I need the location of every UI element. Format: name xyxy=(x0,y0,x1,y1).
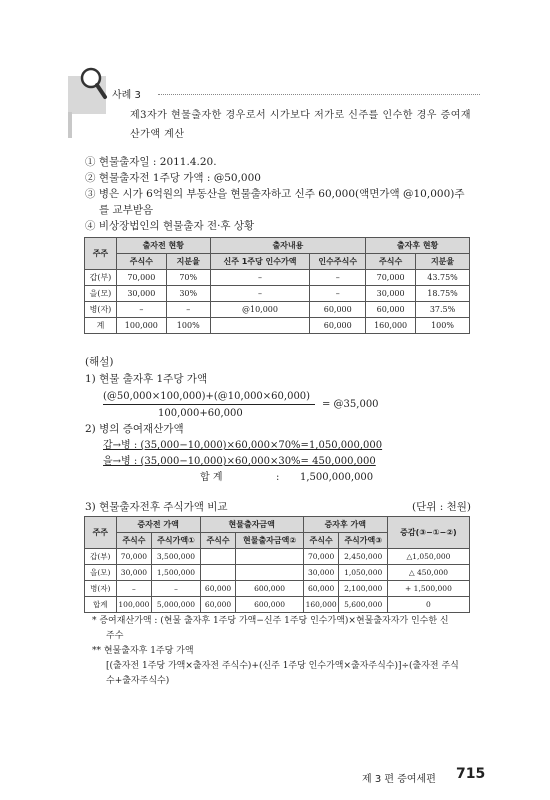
note-1: * 증여재산가액 : (현물 출자후 1주당 가액−신주 1주당 인수가액)×현물출자자가 인수한 신 xyxy=(92,616,449,626)
case-title: 제3자가 현물출자한 경우로서 시가보다 저가로 신주를 인수한 경우 증여재산가액 계산 xyxy=(130,110,472,140)
cell: 37.5% xyxy=(416,302,470,318)
table-row xyxy=(85,270,470,286)
cell: 계 xyxy=(85,318,117,334)
cell: + 1,500,000 xyxy=(387,581,469,597)
note-2-formula: [(출자전 1주당 가액×출자전 주식수)+(신주 1주당 인수가액×출자주식수)]÷(출자전 주식 xyxy=(106,661,459,671)
cell: 병(자) xyxy=(85,302,117,318)
cell: 30,000 xyxy=(116,565,152,581)
fact-3-cont: 를 교부받음 xyxy=(99,204,154,216)
table-row xyxy=(85,549,470,565)
note-2: ** 현물출자후 1주당 가액 xyxy=(92,646,194,656)
table-row xyxy=(85,565,470,581)
case-label: 사례 3 xyxy=(112,90,141,101)
cell: 3,500,000 xyxy=(152,549,200,565)
footer-section: 제 3 편 증여세편 xyxy=(362,774,436,785)
cell: – xyxy=(210,286,310,302)
th-group-3: 증자후 가액 xyxy=(303,517,387,533)
cell: 43.75% xyxy=(416,270,470,286)
cell: 2,450,000 xyxy=(339,549,387,565)
cell: 5,000,000 xyxy=(152,597,200,613)
cell: 100% xyxy=(166,318,210,334)
table-row xyxy=(85,286,470,302)
cell: – xyxy=(310,286,366,302)
divider xyxy=(158,94,480,95)
table-row xyxy=(85,597,470,613)
cell: 100,000 xyxy=(116,318,166,334)
th-sub: 신주 1주당 인수가액 xyxy=(210,254,310,270)
cell: 100,000 xyxy=(116,597,152,613)
table-row xyxy=(85,302,470,318)
th-after: 출자후 현황 xyxy=(366,238,470,254)
th-sub: 주식수 xyxy=(116,533,152,549)
fact-3: ③ 병은 시가 6억원의 부동산을 현물출자하고 신주 60,000(액면가액 @10,000)주 xyxy=(85,188,465,200)
cell: 30% xyxy=(166,286,210,302)
table-row xyxy=(85,581,470,597)
cell: 70,000 xyxy=(116,270,166,286)
total-label: 합 계 xyxy=(200,472,223,483)
th-sub: 지분율 xyxy=(416,254,470,270)
cell: 70% xyxy=(166,270,210,286)
cell xyxy=(236,565,303,581)
th-sub: 주식수 xyxy=(303,533,339,549)
th-content: 출자내용 xyxy=(210,238,365,254)
th-sub: 주식수 xyxy=(116,254,166,270)
cell: 60,000 xyxy=(310,302,366,318)
th-holder: 주주 xyxy=(85,238,117,270)
fact-4: ④ 비상장법인의 현물출자 전·후 상황 xyxy=(85,220,255,232)
fraction-numerator: (@50,000×100,000)+(@10,000×60,000) xyxy=(103,391,311,402)
cell: 을(모) xyxy=(85,286,117,302)
fraction-denominator: 100,000+60,000 xyxy=(158,408,243,419)
cell xyxy=(200,565,236,581)
cell: @10,000 xyxy=(210,302,310,318)
unit-label: (단위 : 천원) xyxy=(412,501,471,513)
cell: 30,000 xyxy=(366,286,416,302)
cell: 60,000 xyxy=(200,581,236,597)
explain-step-1: 1) 현물 출자후 1주당 가액 xyxy=(85,373,208,385)
cell: 70,000 xyxy=(303,549,339,565)
cell: 갑(부) xyxy=(85,549,117,565)
th-diff: 증감(③−①−②) xyxy=(387,517,469,549)
cell: 160,000 xyxy=(366,318,416,334)
cell: – xyxy=(166,302,210,318)
th-before: 출자전 현황 xyxy=(116,238,210,254)
th-group-2: 현물출자금액 xyxy=(200,517,303,533)
magnifier-icon xyxy=(78,64,108,102)
th-sub: 현물출자금액② xyxy=(236,533,303,549)
cell xyxy=(236,549,303,565)
cell: – xyxy=(116,302,166,318)
cell: 30,000 xyxy=(303,565,339,581)
page-number: 715 xyxy=(456,766,486,782)
th-holder: 주주 xyxy=(85,517,117,549)
fraction-bar xyxy=(103,404,315,405)
cell: 1,500,000 xyxy=(152,565,200,581)
header-bar xyxy=(68,112,72,138)
fact-2: ② 현물출자전 1주당 가액 : @50,000 xyxy=(85,172,261,184)
th-sub: 주식가액① xyxy=(152,533,200,549)
cell: 60,000 xyxy=(310,318,366,334)
th-sub: 주식수 xyxy=(200,533,236,549)
cell: 70,000 xyxy=(366,270,416,286)
table-before-after xyxy=(84,237,470,334)
cell: – xyxy=(210,270,310,286)
cell: 1,050,000 xyxy=(339,565,387,581)
fraction-result: = @35,000 xyxy=(322,399,379,410)
total-colon: : xyxy=(276,472,280,483)
cell: 갑(부) xyxy=(85,270,117,286)
note-2-formula-cont: 수+출자주식수) xyxy=(106,676,170,686)
th-group-1: 증자전 가액 xyxy=(116,517,200,533)
cell: 18.75% xyxy=(416,286,470,302)
cell: 600,000 xyxy=(236,581,303,597)
explain-heading: (해설) xyxy=(85,356,114,368)
cell: – xyxy=(152,581,200,597)
cell: 30,000 xyxy=(116,286,166,302)
cell xyxy=(210,318,310,334)
cell: 60,000 xyxy=(200,597,236,613)
gift-line-b: 을→병 : (35,000−10,000)×60,000×30%= 450,000,000 xyxy=(103,456,376,467)
cell: △1,050,000 xyxy=(387,549,469,565)
cell: 0 xyxy=(387,597,469,613)
cell: △ 450,000 xyxy=(387,565,469,581)
total-value: 1,500,000,000 xyxy=(300,472,374,483)
th-sub: 주식수 xyxy=(366,254,416,270)
cell: 병(자) xyxy=(85,581,117,597)
cell: 100% xyxy=(416,318,470,334)
table-value-comparison xyxy=(84,516,470,613)
th-sub: 지분율 xyxy=(166,254,210,270)
table-row xyxy=(85,318,470,334)
cell: – xyxy=(116,581,152,597)
cell: 2,100,000 xyxy=(339,581,387,597)
gift-line-a: 갑→병 : (35,000−10,000)×60,000×70%=1,050,000,000 xyxy=(103,440,383,451)
cell: 160,000 xyxy=(303,597,339,613)
explain-step-2: 2) 병의 증여재산가액 xyxy=(85,423,184,435)
cell: 60,000 xyxy=(303,581,339,597)
fact-1: ① 현물출자일 : 2011.4.20. xyxy=(85,156,217,168)
th-sub: 인수주식수 xyxy=(310,254,366,270)
note-1-cont: 주수 xyxy=(106,631,124,641)
cell: – xyxy=(310,270,366,286)
cell: 600,000 xyxy=(236,597,303,613)
cell: 70,000 xyxy=(116,549,152,565)
cell xyxy=(200,549,236,565)
cell: 을(모) xyxy=(85,565,117,581)
cell: 합계 xyxy=(85,597,117,613)
th-sub: 주식가액③ xyxy=(339,533,387,549)
cell: 5,600,000 xyxy=(339,597,387,613)
cell: 60,000 xyxy=(366,302,416,318)
explain-step-3: 3) 현물출자전후 주식가액 비교 xyxy=(85,501,228,513)
